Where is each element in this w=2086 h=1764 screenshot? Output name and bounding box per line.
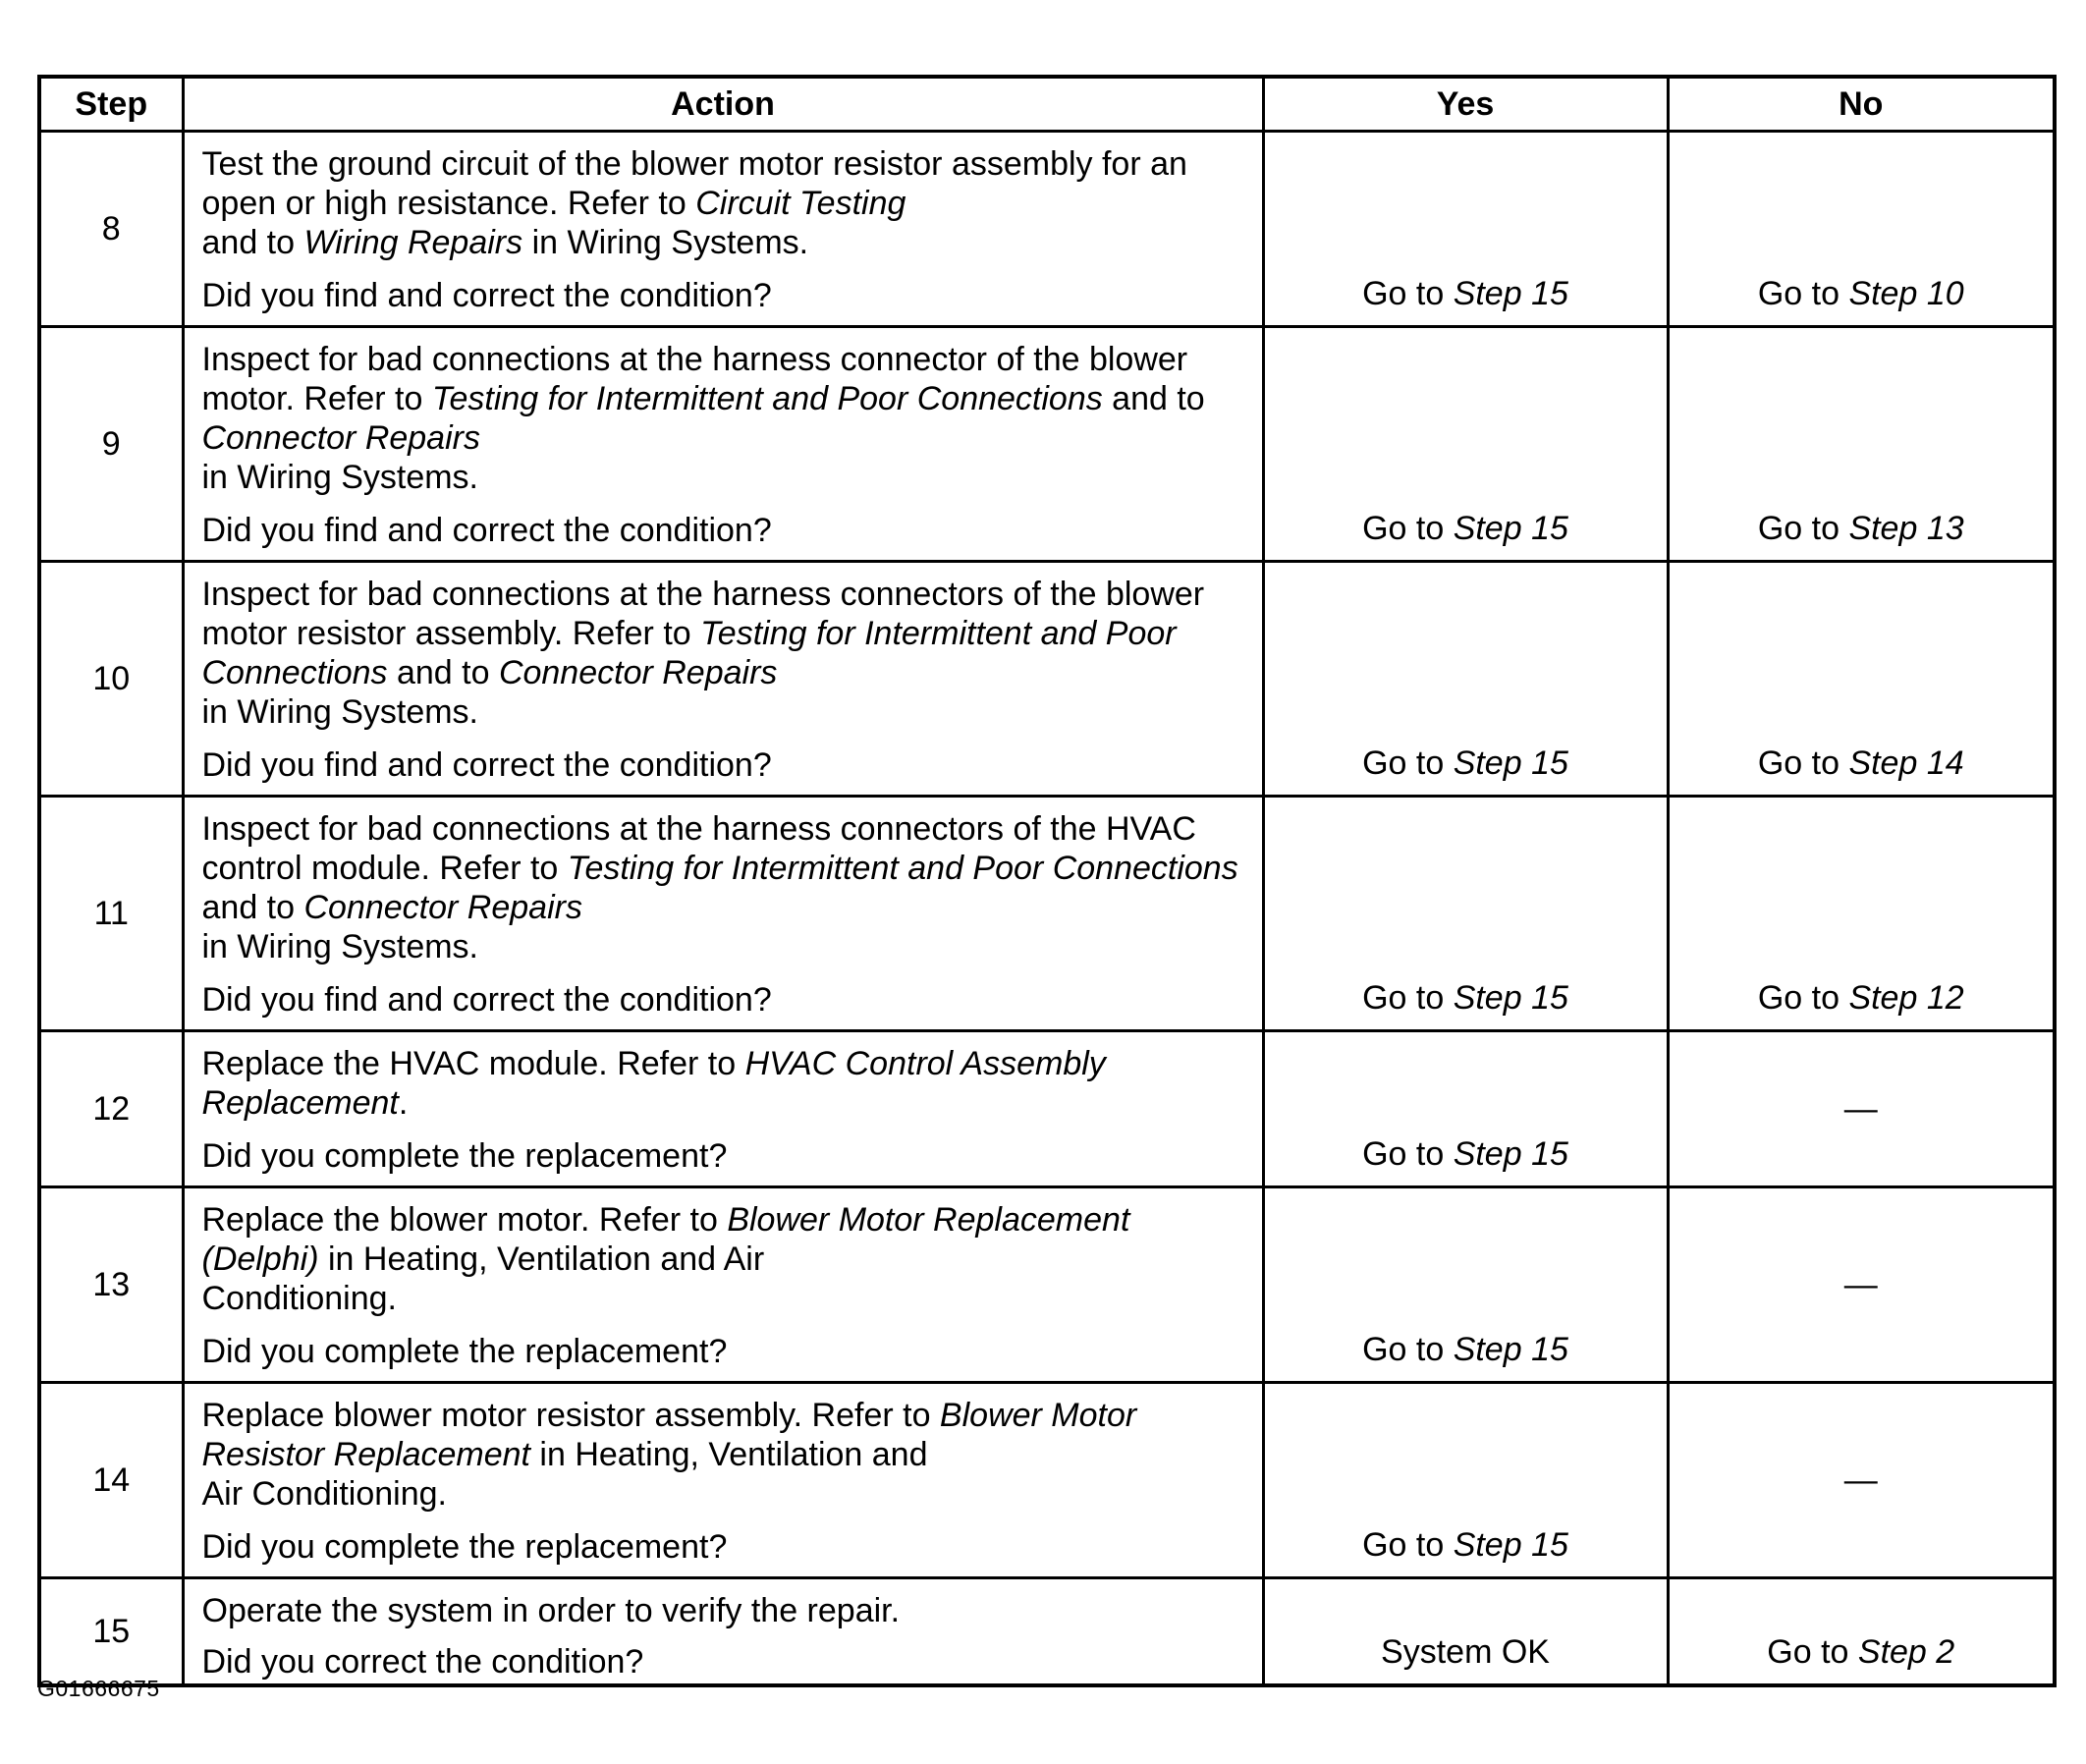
text-run: Go to bbox=[1757, 510, 1849, 547]
text-run: Go to bbox=[1362, 979, 1454, 1017]
step-number: 15 bbox=[39, 1578, 183, 1686]
header-action: Action bbox=[183, 77, 1263, 132]
no-result bbox=[1668, 1578, 2055, 1686]
action-instruction bbox=[202, 575, 1248, 732]
text-run: in Wiring Systems. bbox=[201, 928, 478, 965]
text-run: Replace the blower motor. Refer to bbox=[201, 1201, 728, 1239]
reference-text: Step 14 bbox=[1848, 744, 1964, 782]
text-run: Inspect for bad connections at the harness connectors of the blower motor resistor assembly. Refer to bbox=[201, 576, 1205, 652]
text-run: Go to bbox=[1362, 510, 1454, 547]
yes-result bbox=[1263, 327, 1668, 562]
reference-text: Step 15 bbox=[1453, 1331, 1568, 1368]
text-run: Go to bbox=[1757, 275, 1849, 312]
reference-text: Testing for Intermittent and Poor Connections bbox=[201, 615, 1177, 691]
action-instruction bbox=[202, 1591, 1248, 1630]
reference-text: Step 12 bbox=[1848, 979, 1964, 1017]
text-run: . bbox=[398, 1084, 409, 1122]
table-body bbox=[39, 132, 2055, 1686]
no-result bbox=[1668, 327, 2055, 562]
text-run: Go to bbox=[1757, 744, 1849, 782]
step-number: 8 bbox=[39, 132, 183, 327]
action-cell bbox=[183, 562, 1263, 797]
step-number: 9 bbox=[39, 327, 183, 562]
no-result bbox=[1668, 1187, 2055, 1383]
table-row bbox=[39, 562, 2055, 797]
step-number: 13 bbox=[39, 1187, 183, 1383]
action-question: Did you find and correct the condition? bbox=[201, 277, 772, 314]
text-run: — bbox=[1843, 1461, 1878, 1499]
text-run: Go to bbox=[1362, 1331, 1454, 1368]
yes-result bbox=[1263, 1187, 1668, 1383]
text-run: Inspect for bad connections at the harness connectors of the HVAC control module. Refer to bbox=[201, 810, 1196, 887]
text-run: and to bbox=[387, 654, 499, 691]
text-run: Go to bbox=[1362, 1526, 1454, 1564]
text-run: Go to bbox=[1362, 1135, 1454, 1173]
reference-text: Blower Motor Resistor Replacement bbox=[201, 1397, 1137, 1473]
no-result bbox=[1668, 562, 2055, 797]
reference-text: Testing for Intermittent and Poor Connections bbox=[567, 850, 1238, 887]
reference-text: Connector Repairs bbox=[201, 419, 480, 457]
action-instruction bbox=[202, 1044, 1248, 1123]
reference-text: Wiring Repairs bbox=[303, 224, 523, 261]
yes-result bbox=[1263, 1031, 1668, 1187]
text-run: Go to bbox=[1767, 1633, 1858, 1671]
figure-id: G01666675 bbox=[37, 1676, 160, 1701]
step-number: 10 bbox=[39, 562, 183, 797]
step-number: 11 bbox=[39, 797, 183, 1031]
action-question: Did you complete the replacement? bbox=[201, 1137, 728, 1175]
text-run: and to bbox=[1102, 380, 1205, 417]
reference-text: HVAC Control Assembly Replacement bbox=[201, 1045, 1106, 1122]
reference-text: Blower Motor Replacement (Delphi) bbox=[201, 1201, 1130, 1278]
no-result bbox=[1668, 797, 2055, 1031]
text-run: — bbox=[1843, 1089, 1878, 1128]
table-header-row bbox=[39, 77, 2055, 132]
action-question: Did you complete the replacement? bbox=[201, 1333, 728, 1370]
table-row bbox=[39, 797, 2055, 1031]
header-yes: Yes bbox=[1263, 77, 1668, 132]
text-run: Go to bbox=[1757, 979, 1849, 1017]
reference-text: Step 15 bbox=[1453, 275, 1568, 312]
reference-text: Circuit Testing bbox=[695, 185, 906, 222]
action-instruction bbox=[202, 144, 1248, 262]
text-run: in Heating, Ventilation and bbox=[529, 1436, 928, 1473]
reference-text: Step 15 bbox=[1453, 1526, 1568, 1564]
action-cell bbox=[183, 132, 1263, 327]
action-cell bbox=[183, 1187, 1263, 1383]
reference-text: Step 2 bbox=[1857, 1633, 1955, 1671]
step-number: 12 bbox=[39, 1031, 183, 1187]
reference-text: Step 15 bbox=[1453, 744, 1568, 782]
table-row bbox=[39, 132, 2055, 327]
text-run: Replace blower motor resistor assembly. Refer to bbox=[201, 1397, 940, 1434]
action-cell bbox=[183, 797, 1263, 1031]
yes-result bbox=[1263, 562, 1668, 797]
action-instruction bbox=[202, 1396, 1248, 1514]
action-cell bbox=[183, 1578, 1263, 1686]
yes-result bbox=[1263, 132, 1668, 327]
text-run: Inspect for bad connections at the harness connector of the blower motor. Refer to bbox=[201, 341, 1188, 417]
yes-result bbox=[1263, 1383, 1668, 1578]
text-run: Replace the HVAC module. Refer to bbox=[201, 1045, 745, 1082]
action-question: Did you find and correct the condition? bbox=[201, 746, 772, 784]
text-run: Conditioning. bbox=[201, 1280, 397, 1317]
action-instruction bbox=[202, 340, 1248, 497]
no-result bbox=[1668, 132, 2055, 327]
table-row bbox=[39, 1031, 2055, 1187]
text-run: Test the ground circuit of the blower motor resistor assembly for an open or high resistance. Refer to bbox=[201, 145, 1187, 222]
text-run: in Heating, Ventilation and Air bbox=[318, 1240, 765, 1278]
text-run: Go to bbox=[1362, 275, 1454, 312]
action-instruction bbox=[202, 809, 1248, 966]
text-run: Operate the system in order to verify the repair. bbox=[201, 1592, 901, 1629]
action-instruction bbox=[202, 1200, 1248, 1318]
reference-text: Step 15 bbox=[1453, 1135, 1568, 1173]
text-run: and to bbox=[201, 889, 304, 926]
yes-result bbox=[1263, 1578, 1668, 1686]
table-row bbox=[39, 1578, 2055, 1686]
action-question: Did you correct the condition? bbox=[201, 1643, 644, 1681]
action-question: Did you complete the replacement? bbox=[201, 1528, 728, 1566]
diagnostic-table bbox=[37, 75, 2057, 1687]
text-run: and to bbox=[201, 224, 304, 261]
action-question: Did you find and correct the condition? bbox=[201, 512, 772, 549]
action-cell bbox=[183, 1031, 1263, 1187]
text-run: Go to bbox=[1362, 744, 1454, 782]
text-run: System OK bbox=[1381, 1633, 1550, 1671]
no-result bbox=[1668, 1383, 2055, 1578]
table-row bbox=[39, 1383, 2055, 1578]
action-question: Did you find and correct the condition? bbox=[201, 981, 772, 1019]
table-row bbox=[39, 327, 2055, 562]
reference-text: Step 15 bbox=[1453, 510, 1568, 547]
reference-text: Step 13 bbox=[1848, 510, 1964, 547]
reference-text: Testing for Intermittent and Poor Connections bbox=[431, 380, 1103, 417]
reference-text: Step 10 bbox=[1848, 275, 1964, 312]
text-run: in Wiring Systems. bbox=[201, 693, 478, 731]
text-run: in Wiring Systems. bbox=[522, 224, 809, 261]
text-run: Air Conditioning. bbox=[201, 1475, 447, 1513]
no-result bbox=[1668, 1031, 2055, 1187]
reference-text: Connector Repairs bbox=[498, 654, 778, 691]
reference-text: Connector Repairs bbox=[303, 889, 582, 926]
action-cell bbox=[183, 1383, 1263, 1578]
step-number: 14 bbox=[39, 1383, 183, 1578]
action-cell bbox=[183, 327, 1263, 562]
yes-result bbox=[1263, 797, 1668, 1031]
header-no: No bbox=[1668, 77, 2055, 132]
header-step: Step bbox=[39, 77, 183, 132]
text-run: in Wiring Systems. bbox=[201, 459, 478, 496]
reference-text: Step 15 bbox=[1453, 979, 1568, 1017]
table-row bbox=[39, 1187, 2055, 1383]
text-run: — bbox=[1843, 1265, 1878, 1303]
